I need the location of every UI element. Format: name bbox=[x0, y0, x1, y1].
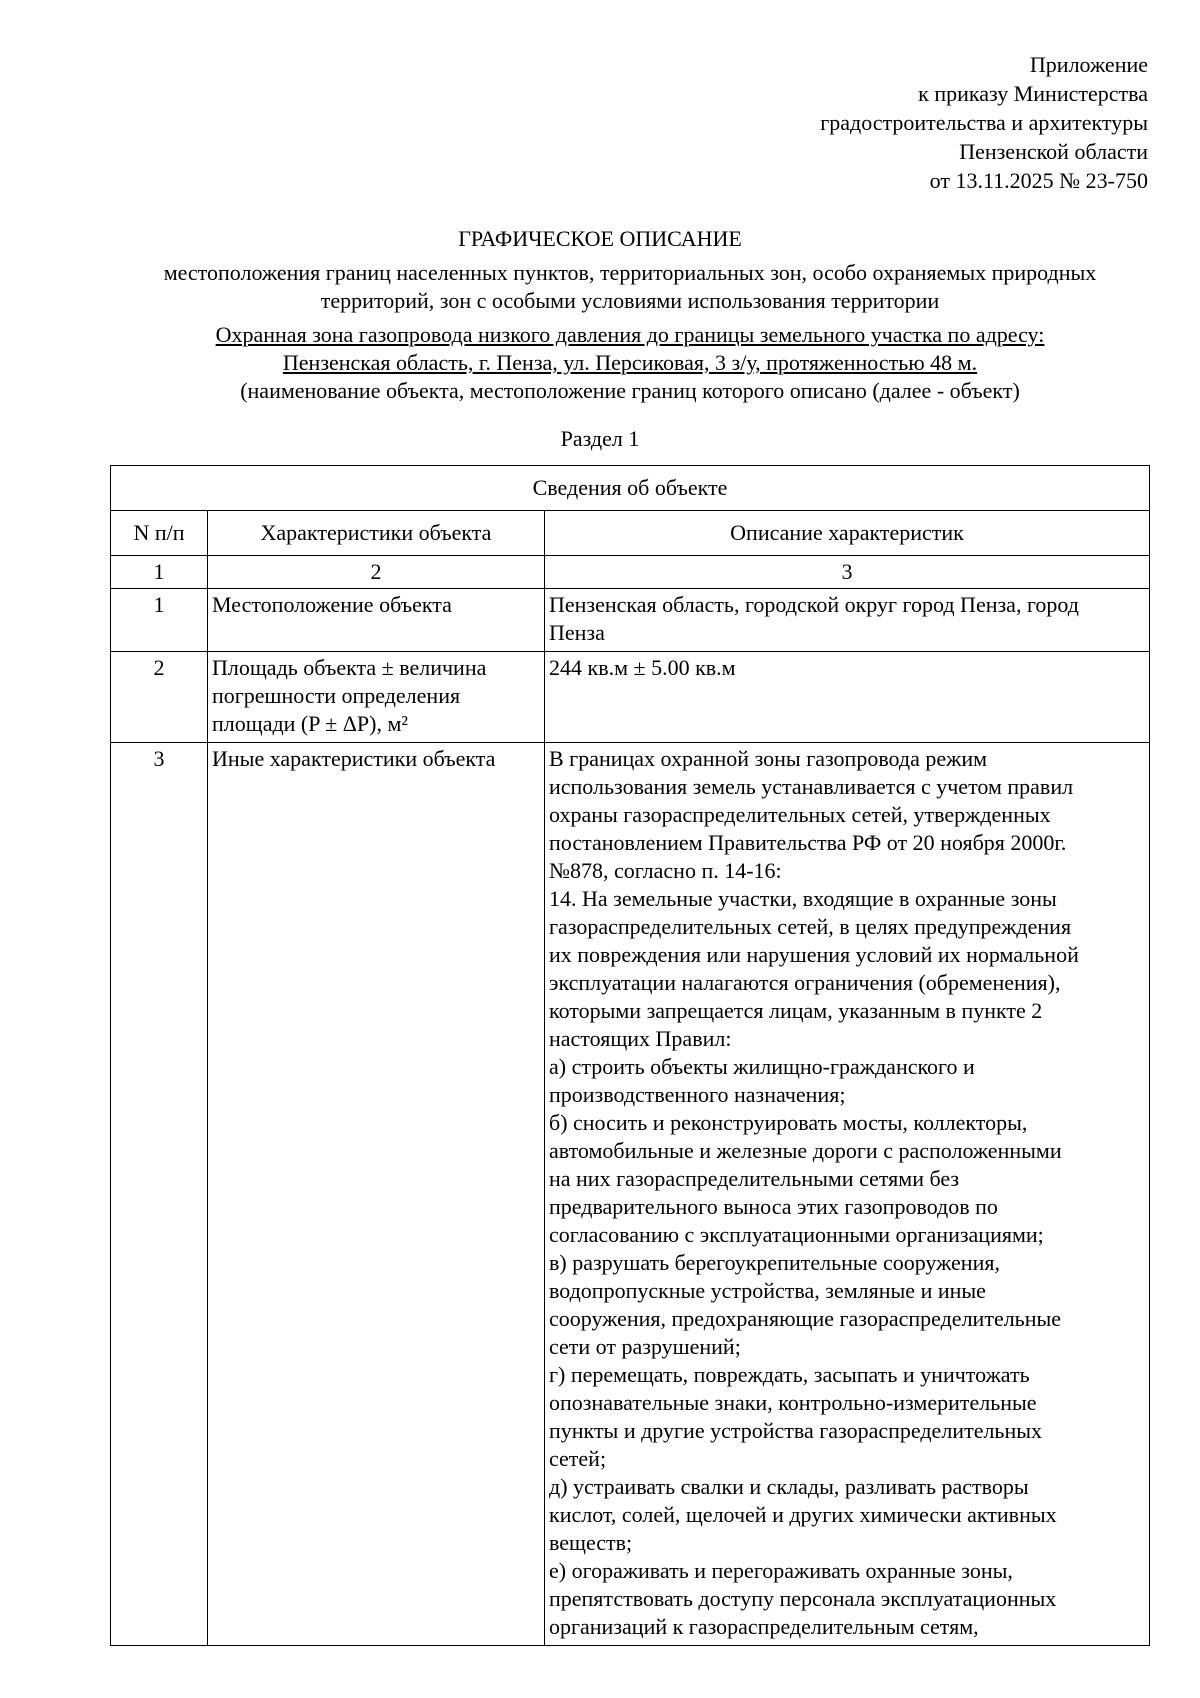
description-line: водопропускные устройства, земляные и иные bbox=[549, 1278, 986, 1303]
object-name-line: Пензенская область, г. Пенза, ул. Персиковая, 3 з/у, протяженностью 48 м. bbox=[282, 350, 978, 375]
description-line: №878, согласно п. 14-16: bbox=[549, 858, 782, 883]
subtitle-line: местоположения границ населенных пунктов, территориальных зон, особо охраняемых природных bbox=[163, 260, 1097, 285]
characteristic-line: площади (P ± ΔP), м² bbox=[212, 711, 408, 736]
description-line: сети от разрушений; bbox=[549, 1334, 741, 1359]
description-line: которыми запрещается лицам, указанным в пункте 2 bbox=[549, 998, 1043, 1023]
row-characteristic bbox=[208, 652, 545, 743]
appendix-block bbox=[688, 50, 1148, 195]
description-line: согласованию с эксплуатационными организациями; bbox=[549, 1222, 1044, 1247]
column-header-number: N п/п bbox=[111, 511, 208, 556]
description-line: газораспределительных сетей, в целях предупреждения bbox=[549, 914, 1072, 939]
table-row bbox=[111, 743, 1150, 1646]
description-line: эксплуатации налагаются ограничения (обременения), bbox=[549, 970, 1061, 995]
row-number: 3 bbox=[111, 743, 208, 1646]
appendix-line: Пензенской области bbox=[959, 139, 1148, 164]
description-line: пункты и другие устройства газораспределительных bbox=[549, 1418, 1043, 1443]
object-name-line: Охранная зона газопровода низкого давления до границы земельного участка по адресу: bbox=[215, 322, 1045, 347]
description-line: д) устраивать свалки и склады, разливать растворы bbox=[549, 1474, 1029, 1499]
appendix-line: к приказу Министерства bbox=[918, 81, 1148, 106]
row-number: 1 bbox=[111, 589, 208, 652]
description-line: е) огораживать и перегораживать охранные зоны, bbox=[549, 1558, 1013, 1583]
description-line: на них газораспределительными сетями без bbox=[549, 1166, 960, 1191]
appendix-line: от 13.11.2025 № 23-750 bbox=[929, 168, 1148, 193]
description-line: охраны газораспределительных сетей, утвержденных bbox=[549, 802, 1051, 827]
description-line: кислот, солей, щелочей и других химически активных bbox=[549, 1502, 1057, 1527]
column-header-description: Описание характеристик bbox=[545, 511, 1150, 556]
row-description bbox=[545, 589, 1150, 652]
description-line: 14. На земельные участки, входящие в охранные зоны bbox=[549, 886, 1057, 911]
appendix-line: градостроительства и архитектуры bbox=[820, 110, 1148, 135]
description-line: автомобильные и железные дороги с расположенными bbox=[549, 1138, 1062, 1163]
column-number: 1 bbox=[111, 556, 208, 589]
row-number: 2 bbox=[111, 652, 208, 743]
row-characteristic: Местоположение объекта bbox=[208, 589, 545, 652]
description-line: настоящих Правил: bbox=[549, 1026, 732, 1051]
table-row bbox=[111, 589, 1150, 652]
row-description bbox=[545, 652, 1150, 743]
object-name bbox=[100, 321, 1160, 377]
document-title: ГРАФИЧЕСКОЕ ОПИСАНИЕ bbox=[458, 226, 742, 251]
description-line: сооружения, предохраняющие газораспределительные bbox=[549, 1306, 1062, 1331]
description-line: их повреждения или нарушения условий их нормальной bbox=[549, 942, 1079, 967]
description-line: постановлением Правительства РФ от 20 ноября 2000г. bbox=[549, 830, 1067, 855]
description-line: сетей; bbox=[549, 1446, 607, 1471]
characteristic-line: Площадь объекта ± величина bbox=[212, 655, 487, 680]
description-line: в) разрушать берегоукрепительные сооружения, bbox=[549, 1250, 1000, 1275]
description-line: Пензенская область, городской округ город Пенза, город bbox=[549, 592, 1079, 617]
description-line: Пенза bbox=[549, 620, 605, 645]
table-row bbox=[111, 652, 1150, 743]
description-line: использования земель устанавливается с учетом правил bbox=[549, 774, 1074, 799]
column-header-characteristic: Характеристики объекта bbox=[208, 511, 545, 556]
description-line: препятствовать доступу персонала эксплуатационных bbox=[549, 1586, 1057, 1611]
description-line: производственного назначения; bbox=[549, 1082, 846, 1107]
row-description bbox=[545, 743, 1150, 1646]
description-line: предварительного выноса этих газопроводов по bbox=[549, 1194, 998, 1219]
object-info-table bbox=[110, 465, 1150, 1646]
column-number: 3 bbox=[545, 556, 1150, 589]
object-caption: (наименование объекта, местоположение границ которого описано (далее - объект) bbox=[240, 378, 1020, 403]
description-line: 244 кв.м ± 5.00 кв.м bbox=[549, 655, 736, 680]
document-subtitle bbox=[100, 259, 1160, 315]
description-line: опознавательные знаки, контрольно-измерительные bbox=[549, 1390, 1037, 1415]
table-caption: Сведения об объекте bbox=[111, 466, 1150, 511]
characteristic-line: погрешности определения bbox=[212, 683, 461, 708]
description-line: организаций к газораспределительным сетям, bbox=[549, 1614, 979, 1639]
description-line: веществ; bbox=[549, 1530, 633, 1555]
description-line: а) строить объекты жилищно-гражданского и bbox=[549, 1054, 975, 1079]
row-characteristic: Иные характеристики объекта bbox=[208, 743, 545, 1646]
description-line: б) сносить и реконструировать мосты, коллекторы, bbox=[549, 1110, 1028, 1135]
description-line: г) перемещать, повреждать, засыпать и уничтожать bbox=[549, 1362, 1030, 1387]
subtitle-line: территорий, зон с особыми условиями использования территории bbox=[320, 288, 940, 313]
section-title: Раздел 1 bbox=[560, 426, 640, 451]
column-number: 2 bbox=[208, 556, 545, 589]
appendix-line: Приложение bbox=[1029, 52, 1148, 77]
description-line: В границах охранной зоны газопровода режим bbox=[549, 746, 988, 771]
